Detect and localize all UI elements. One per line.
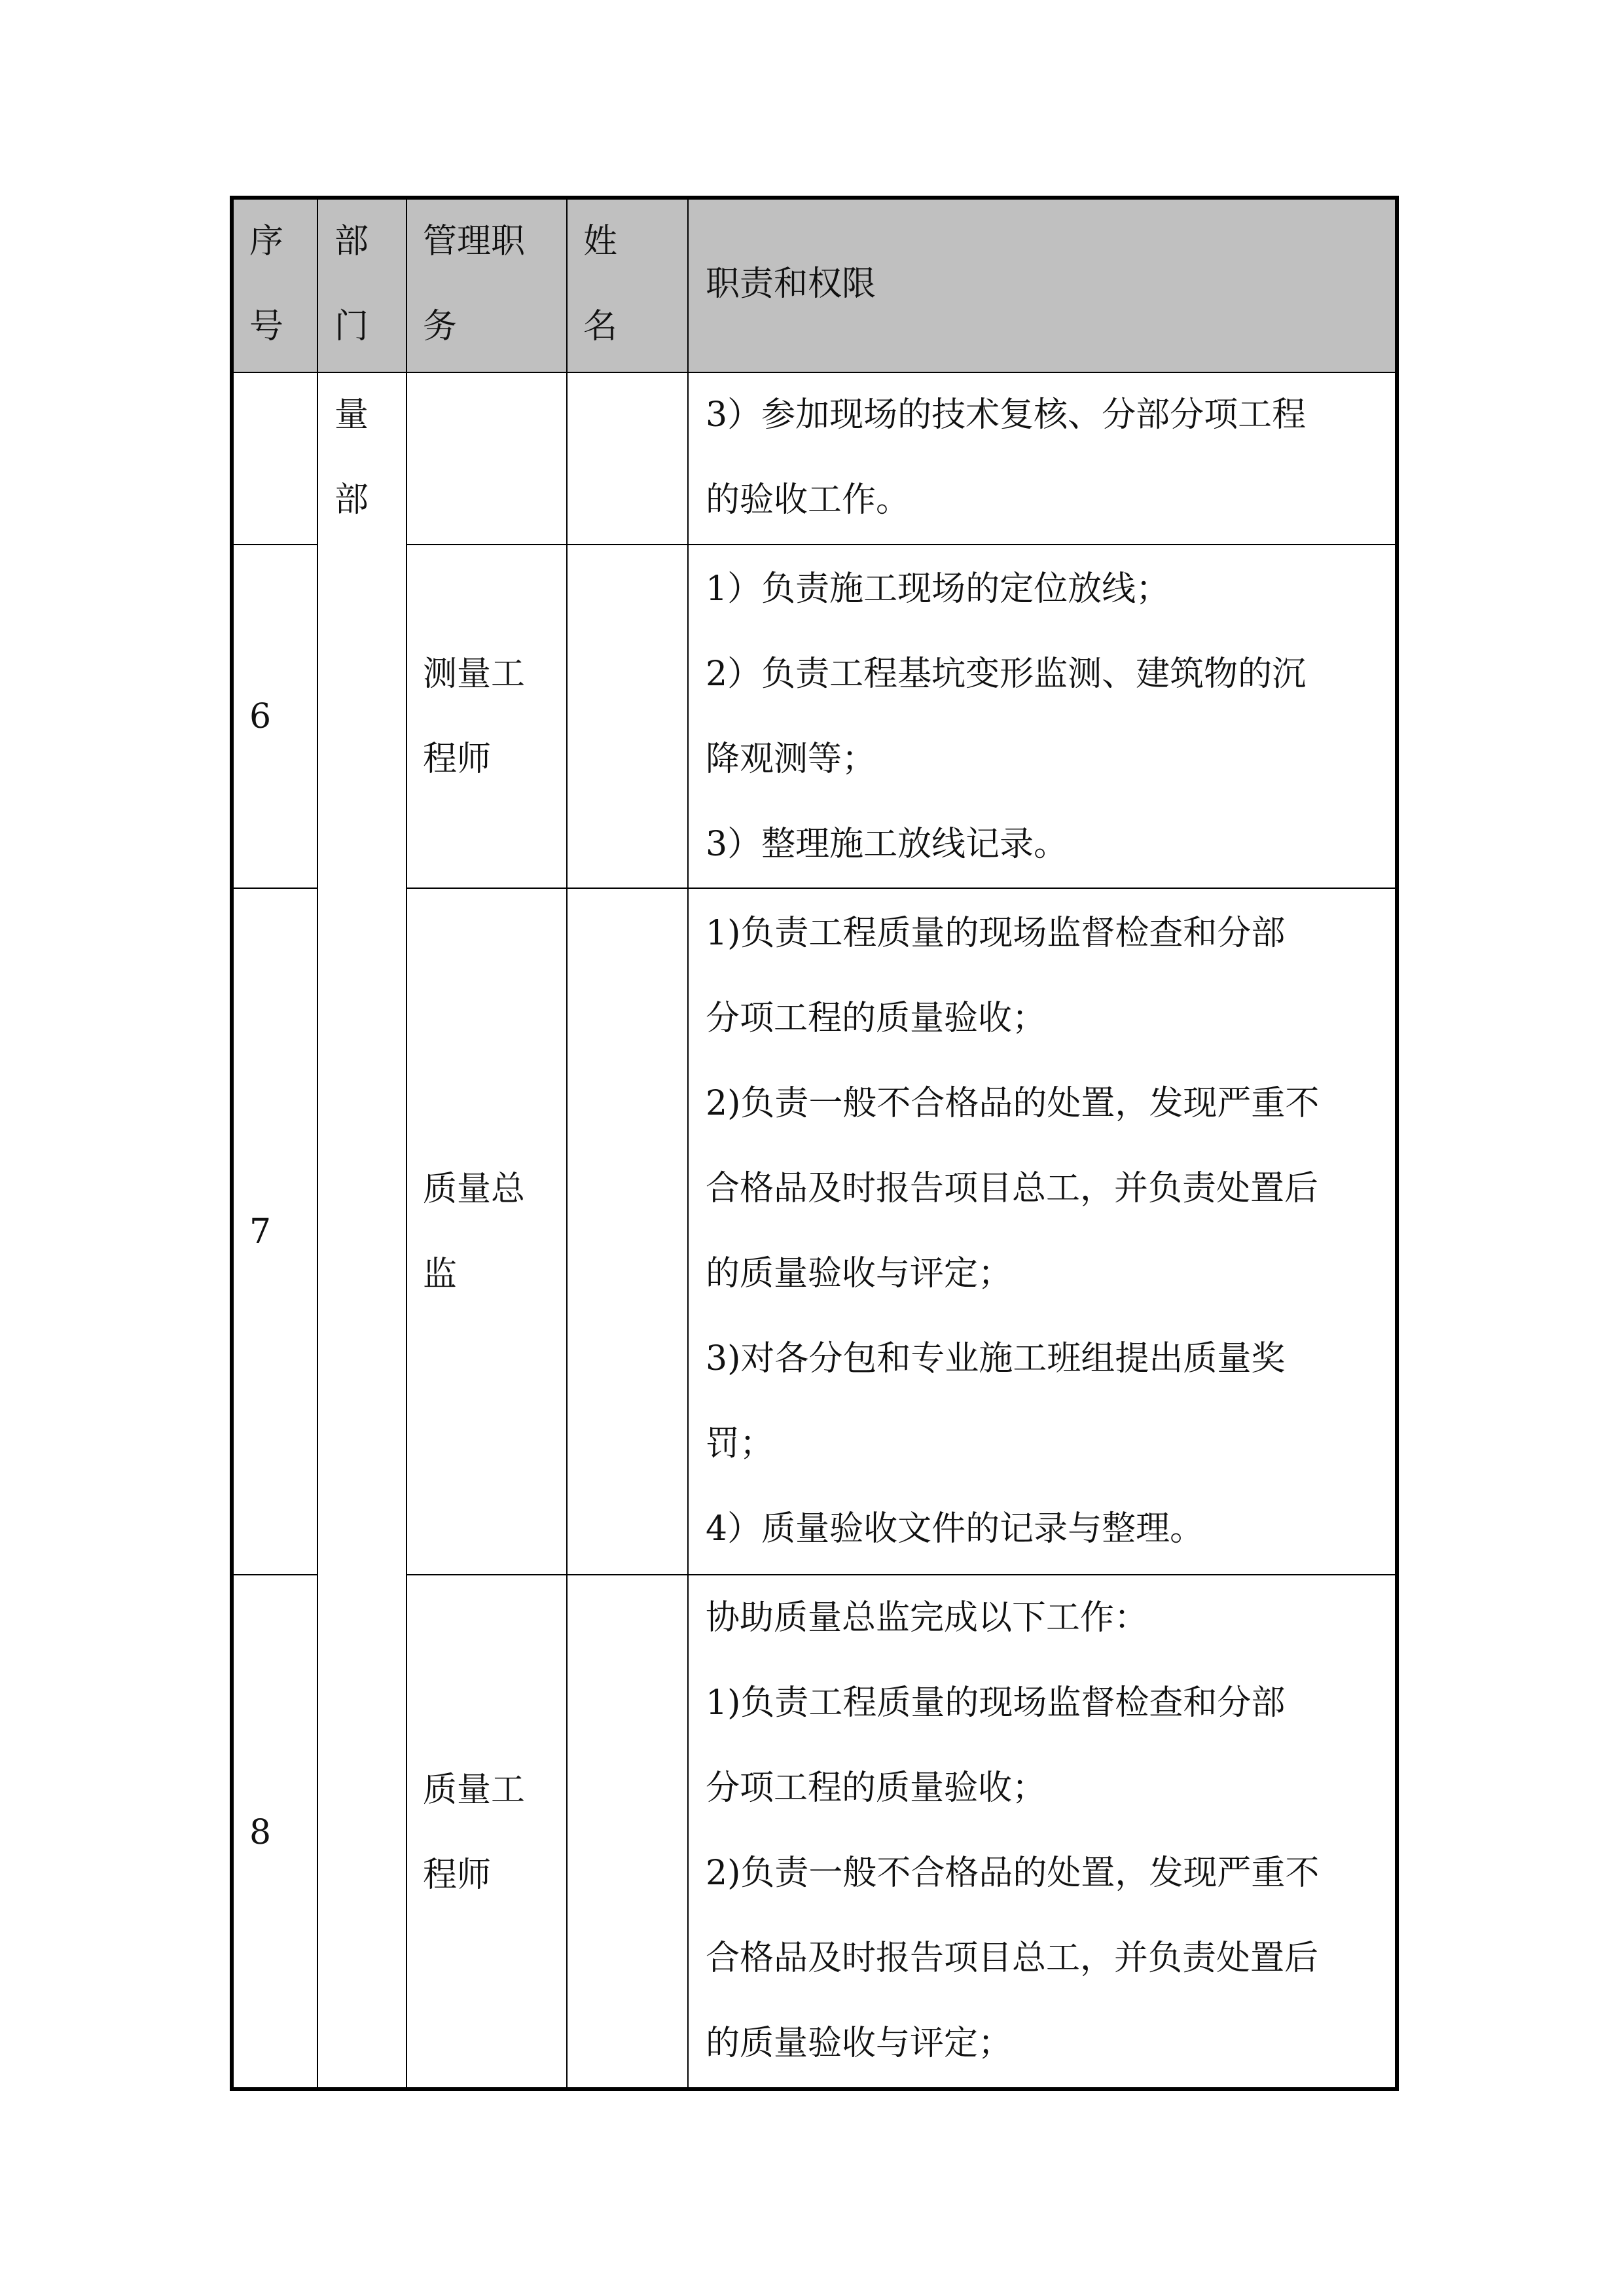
row-7-seq: 7 [249,1212,272,1251]
row-continuation-resp: 3）参加现场的技术复核、分部分项工程 的验收工作。 [706,395,1307,520]
responsibility-table [230,196,1399,2091]
row-6-position: 测量工 程师 [423,655,526,779]
row-8-resp: 协助质量总监完成以下工作： 1)负责工程质量的现场监督检查和分部 分项工程的质量验收； 2)负责一般不合格品的处置，发现严重不 合格品及时报告项目总工，并负责处置后 的质量验收与评定； [706,1598,1320,2063]
header-resp: 职责和权限 [706,264,876,304]
row-7-position: 质量总 监 [423,1170,526,1294]
row-6-resp: 1）负责施工现场的定位放线； 2）负责工程基坑变形监测、建筑物的沉 降观测等； 3）整理施工放线记录。 [706,569,1307,864]
header-seq: 序 号 [249,222,284,346]
row-6-seq: 6 [249,697,272,736]
header-name: 姓 名 [583,222,618,346]
row-8-seq: 8 [249,1813,272,1852]
row-7-resp: 1)负责工程质量的现场监督检查和分部 分项工程的质量验收； 2)负责一般不合格品的处置，发现严重不 合格品及时报告项目总工，并负责处置后 的质量验收与评定； 3)对各分包和专业施工班组提出质量奖 罚； 4）质量验收文件的记录与整理。 [706,914,1320,1549]
header-position: 管理职 务 [423,222,526,346]
dept-cell: 量 部 [334,395,369,520]
row-8-position: 质量工 程师 [423,1770,526,1895]
header-dept: 部 门 [334,222,369,346]
